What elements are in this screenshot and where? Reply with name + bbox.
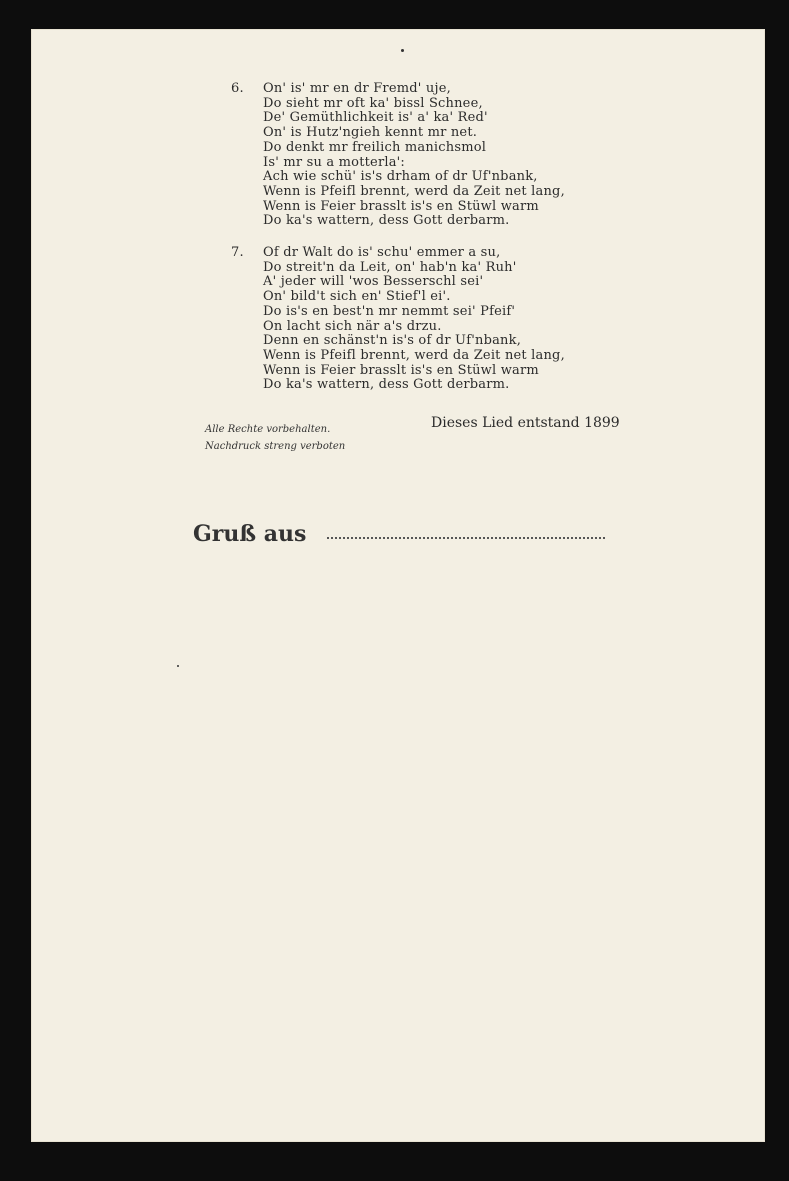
verse-line: Wenn is Feier brasslt is's en Stüwl warm — [263, 198, 539, 214]
verse-line: A' jeder will 'wos Besserschl sei' — [263, 274, 484, 290]
verse-line: Do is's en best'n mr nemmt sei' Pfeif' — [263, 303, 516, 319]
verse-line: Wenn is Pfeifl brennt, werd da Zeit net lang, — [263, 183, 565, 199]
verse-line: Do streit'n da Leit, on' hab'n ka' Ruh' — [263, 259, 517, 275]
reprint-text: Nachdruck streng verboten — [205, 441, 346, 452]
verse-number: 6. — [231, 81, 244, 96]
verse-line: Do ka's wattern, dess Gott derbarm. — [263, 377, 510, 393]
verse-line: Do denkt mr freilich manichsmol — [263, 139, 487, 155]
dotted-fill-line — [327, 537, 605, 539]
greeting-heading: Gruß aus — [193, 521, 307, 547]
verse-line: On' is' mr en dr Fremd' uje, — [263, 81, 451, 96]
verse-6 — [231, 82, 565, 229]
verse-line: Is' mr su a motterla': — [263, 154, 406, 170]
verse-lines — [263, 82, 565, 229]
verse-number: 7. — [231, 245, 244, 260]
ink-speck — [177, 665, 179, 667]
verse-7 — [231, 246, 565, 393]
verse-line: Denn en schänst'n is's of dr Uf'nbank, — [263, 333, 522, 349]
verse-line: On' is Hutz'ngieh kennt mr net. — [263, 125, 478, 141]
verse-line: De' Gemüthlichkeit is' a' ka' Red' — [263, 110, 488, 126]
rights-notice — [205, 421, 345, 455]
postcard — [31, 29, 765, 1142]
verse-line: Do sieht mr oft ka' bissl Schnee, — [263, 95, 483, 111]
verse-line: On' bild't sich en' Stief'l ei'. — [263, 289, 451, 305]
rights-text: Alle Rechte vorbehalten. — [205, 424, 331, 435]
verse-line: Wenn is Pfeifl brennt, werd da Zeit net lang, — [263, 347, 565, 363]
origin-note: Dieses Lied entstand 1899 — [431, 415, 620, 431]
verse-line: Wenn is Feier brasslt is's en Stüwl warm — [263, 362, 539, 378]
verse-line: On lacht sich när a's drzu. — [263, 318, 442, 334]
verse-line: Of dr Walt do is' schu' emmer a su, — [263, 245, 501, 260]
verse-lines — [263, 246, 565, 393]
verse-line: Do ka's wattern, dess Gott derbarm. — [263, 213, 510, 229]
ink-speck — [401, 49, 404, 52]
verse-line: Ach wie schü' is's drham of dr Uf'nbank, — [263, 169, 538, 185]
